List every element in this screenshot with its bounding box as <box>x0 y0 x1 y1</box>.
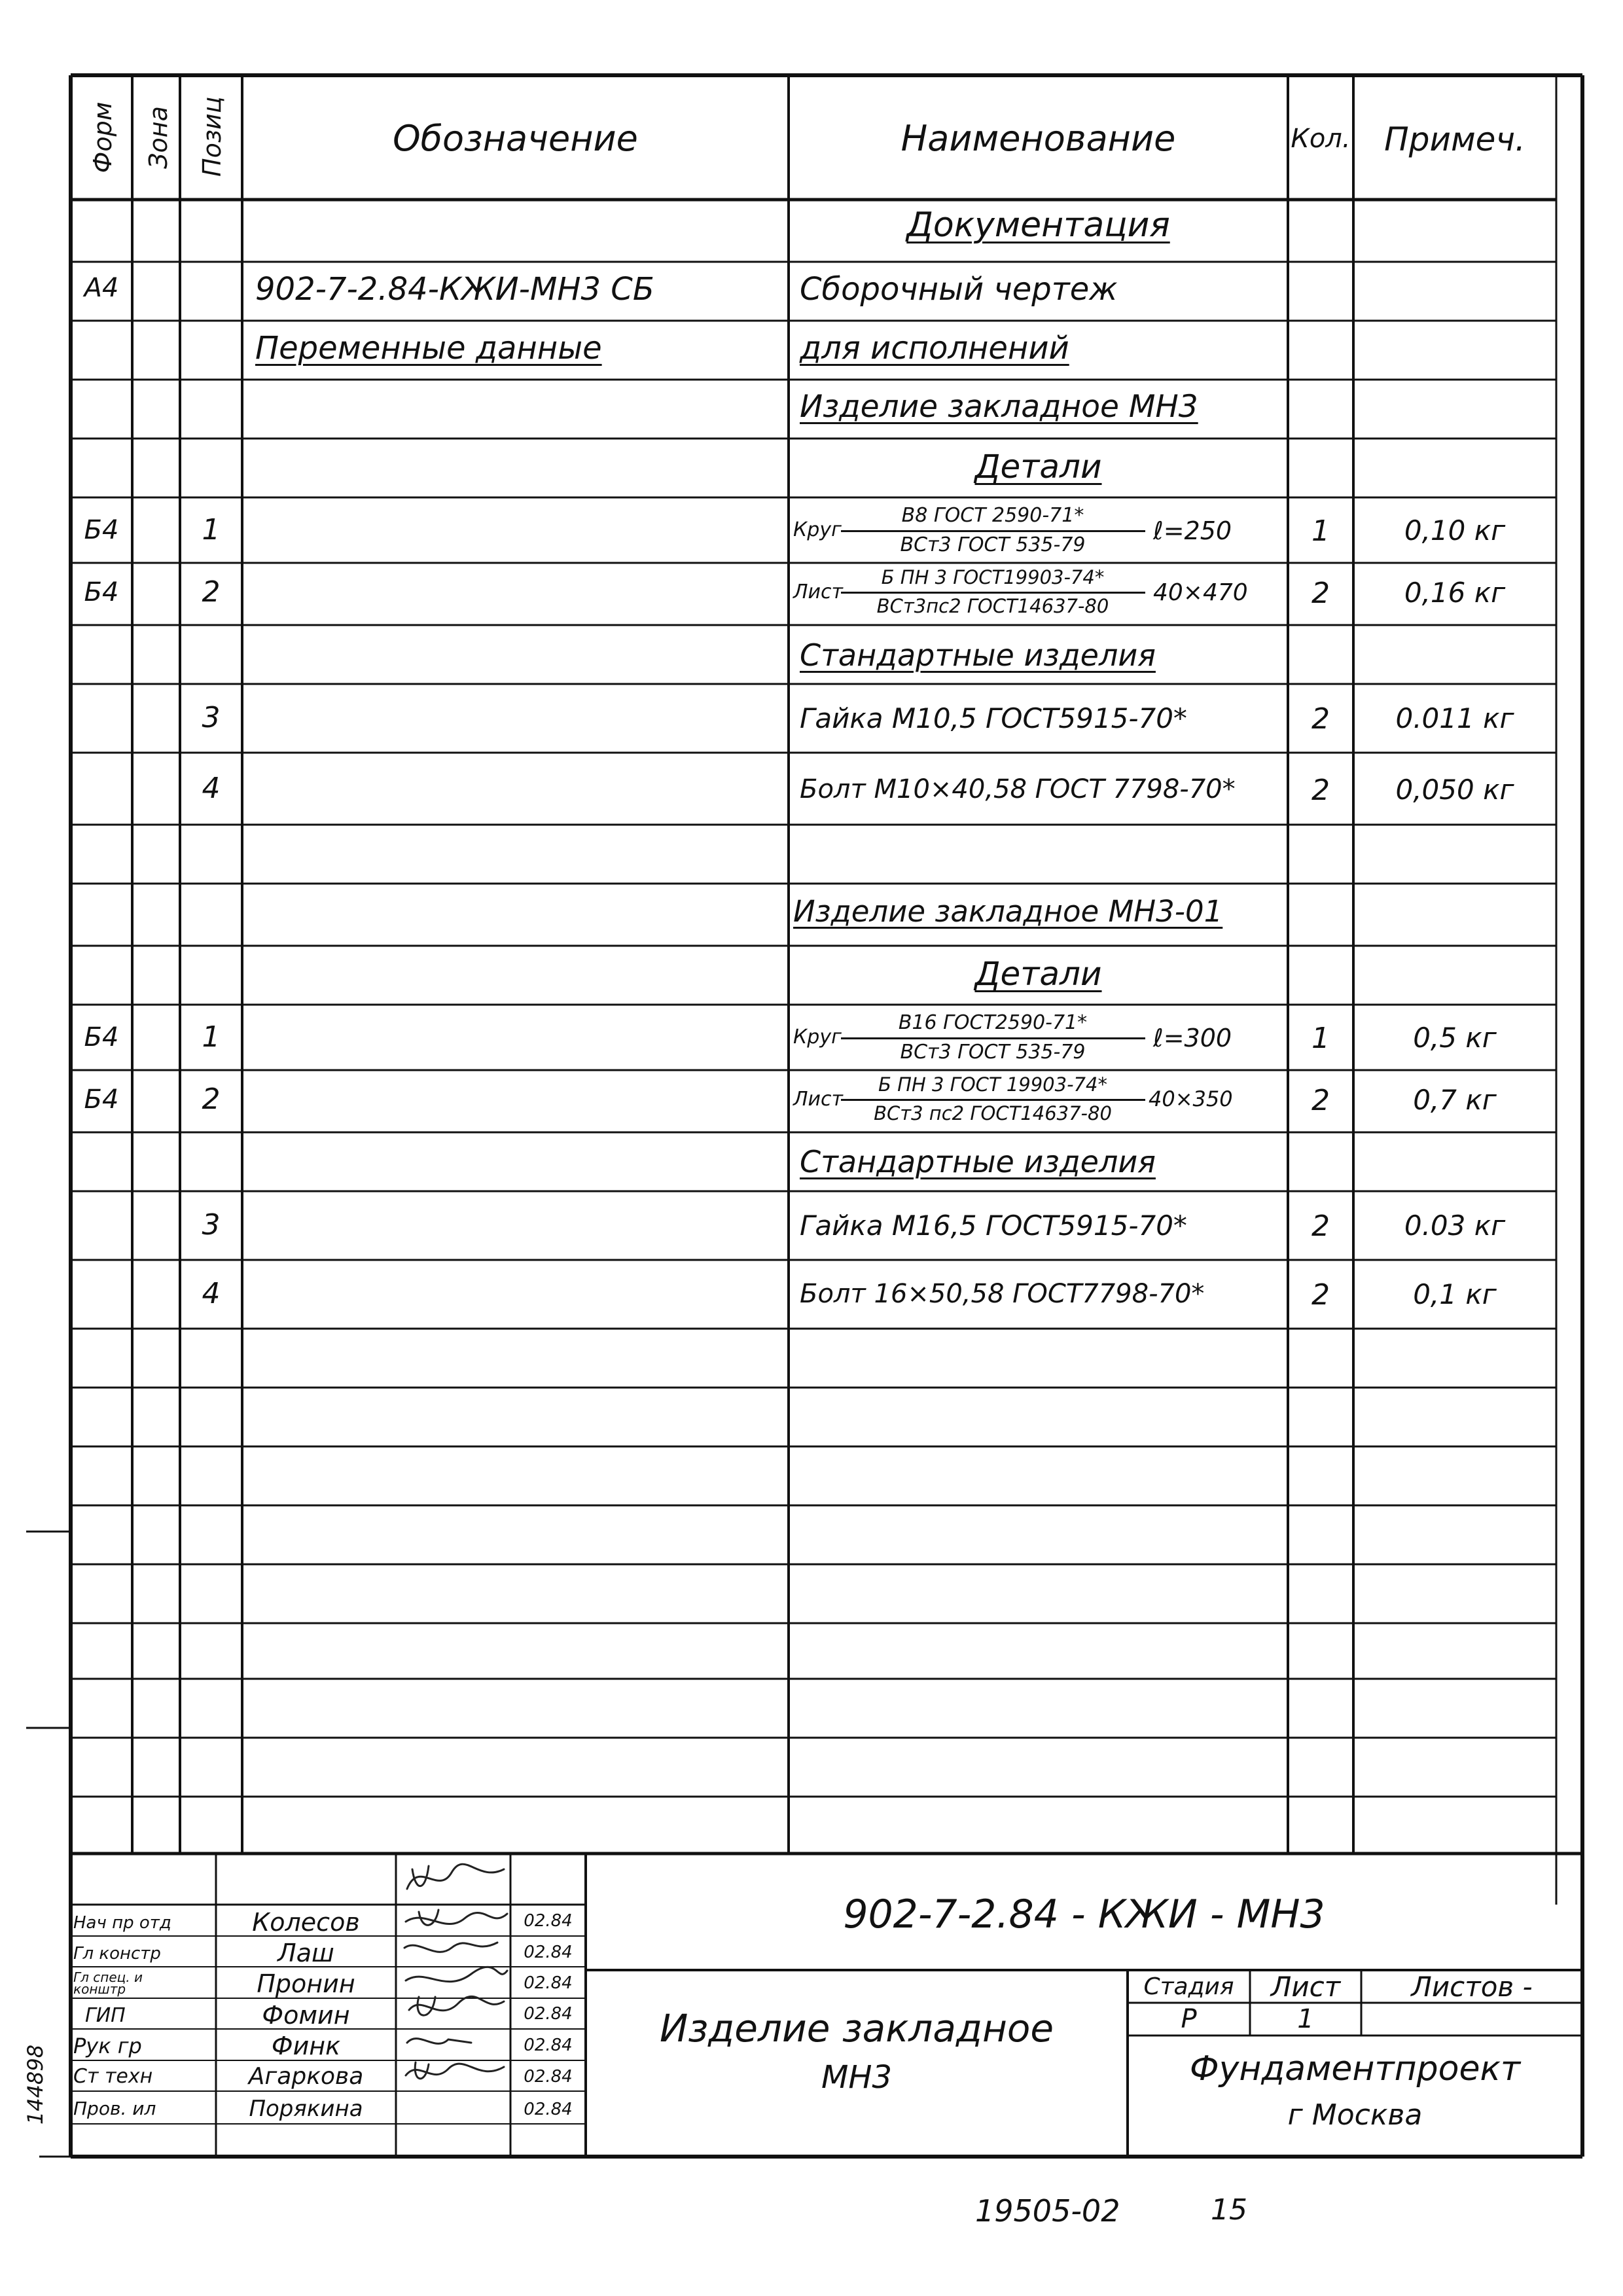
row-position: 2 <box>202 575 221 609</box>
section-standard-items: Стандартные изделия <box>800 1144 1156 1179</box>
staff-date: 02.84 <box>524 2004 573 2024</box>
signatures-image <box>399 1856 510 2157</box>
row-format: Б4 <box>84 515 119 545</box>
material-size: 40×470 <box>1153 579 1248 606</box>
row-note: 0.03 кг <box>1404 1210 1506 1242</box>
section-parts: Детали <box>974 955 1102 993</box>
material-grade: ВСт3 ГОСТ 535-79 <box>900 1041 1086 1064</box>
row-format: А4 <box>84 273 119 303</box>
staff-date: 02.84 <box>524 1911 573 1931</box>
section-parts: Детали <box>974 448 1102 486</box>
row-name: Болт 16×50,58 ГОСТ7798-70* <box>800 1279 1205 1309</box>
header-qty: Кол. <box>1291 124 1351 154</box>
row-note: 0.011 кг <box>1395 702 1514 734</box>
fraction-bar <box>841 1037 1145 1039</box>
organization-city: г Москва <box>1287 2098 1423 2132</box>
material-size: 40×350 <box>1149 1086 1233 1111</box>
row-note: 0,7 кг <box>1413 1084 1497 1116</box>
variable-data-label: Переменные данные <box>255 330 602 367</box>
row-position: 4 <box>202 1277 221 1310</box>
material-size: ℓ=250 <box>1153 516 1232 545</box>
sheets-label: Листов - <box>1411 1971 1533 2003</box>
staff-name: Финк <box>271 2032 341 2060</box>
row-qty: 2 <box>1311 702 1330 736</box>
staff-name: Порякина <box>249 2096 363 2122</box>
row-position: 1 <box>202 1020 221 1054</box>
row-qty: 1 <box>1311 1022 1330 1055</box>
stage-label: Стадия <box>1143 1973 1234 2000</box>
material-spec: Б ПН 3 ГОСТ19903-74* <box>881 566 1105 588</box>
staff-name: Агаркова <box>248 2063 364 2090</box>
staff-date: 02.84 <box>524 1943 573 1962</box>
staff-role: Гл констр <box>73 1944 161 1964</box>
section-standard-items: Стандартные изделия <box>800 637 1156 673</box>
row-qty: 2 <box>1311 1084 1330 1117</box>
row-note: 0,10 кг <box>1404 514 1506 547</box>
row-qty: 2 <box>1311 577 1330 610</box>
staff-role: ГИП <box>85 2004 126 2027</box>
row-position: 3 <box>202 1208 221 1242</box>
header-position: Позиц <box>198 96 226 177</box>
header-note: Примеч. <box>1384 120 1525 158</box>
staff-date: 02.84 <box>524 2036 573 2055</box>
staff-role: Ст техн <box>73 2065 153 2088</box>
title-name-line1: Изделие закладное <box>659 2006 1054 2051</box>
row-name: Гайка М10,5 ГОСТ5915-70* <box>800 702 1187 734</box>
margin-stamp: 144898 <box>23 2044 48 2125</box>
material-grade: ВСт3 пс2 ГОСТ14637-80 <box>874 1102 1112 1124</box>
staff-name: Пронин <box>257 1969 355 1998</box>
row-qty: 2 <box>1311 774 1330 807</box>
row-position: 2 <box>202 1083 221 1116</box>
title-name-line2: МН3 <box>821 2059 893 2096</box>
header-format: Форм <box>88 101 117 173</box>
fraction-bar <box>841 592 1145 594</box>
header-name: Наименование <box>901 118 1176 159</box>
fraction-bar <box>841 1099 1145 1101</box>
material-prefix: Лист <box>793 1088 844 1111</box>
staff-role: Рук гр <box>73 2034 142 2058</box>
row-name: Гайка М16,5 ГОСТ5915-70* <box>800 1210 1187 1242</box>
staff-name: Колесов <box>252 1908 360 1937</box>
fraction-bar <box>841 530 1145 532</box>
organization-name: Фундаментпроект <box>1189 2049 1521 2089</box>
staff-role: Нач пр отд <box>73 1913 171 1933</box>
staff-name: Фомин <box>262 2001 350 2030</box>
footer-number: 19505-02 <box>975 2193 1120 2229</box>
staff-name: Лаш <box>277 1939 334 1967</box>
row-position: 1 <box>202 513 221 547</box>
section-item-mn3-01: Изделие закладное МН3-01 <box>793 894 1223 929</box>
staff-date: 02.84 <box>524 1973 573 1993</box>
document-code: 902-7-2.84 - КЖИ - МН3 <box>843 1892 1325 1937</box>
material-spec: В16 ГОСТ2590-71* <box>898 1011 1088 1034</box>
row-qty: 2 <box>1311 1278 1330 1312</box>
section-item-mn3: Изделие закладное МН3 <box>800 389 1198 425</box>
sheet-label: Лист <box>1270 1971 1341 2003</box>
row-note: 0,16 кг <box>1404 577 1506 609</box>
material-spec: Б ПН 3 ГОСТ 19903-74* <box>878 1073 1107 1096</box>
row-note: 0,050 кг <box>1395 774 1514 806</box>
header-zone: Зона <box>144 106 173 169</box>
staff-role: Пров. ил <box>73 2098 156 2119</box>
material-spec: В8 ГОСТ 2590-71* <box>901 504 1084 527</box>
staff-date: 02.84 <box>524 2100 573 2119</box>
row-note: 0,5 кг <box>1413 1022 1497 1054</box>
row-name: Болт М10×40,58 ГОСТ 7798-70* <box>800 774 1236 804</box>
row-format: Б4 <box>84 577 119 607</box>
material-grade: ВСт3пс2 ГОСТ14637-80 <box>876 595 1109 617</box>
row-qty: 2 <box>1311 1210 1330 1243</box>
material-prefix: Круг <box>793 518 842 541</box>
stage-value: Р <box>1181 2004 1197 2034</box>
row-position: 3 <box>202 701 221 734</box>
assembly-drawing-designation: 902-7-2.84-КЖИ-МН3 СБ <box>255 271 654 308</box>
row-format: Б4 <box>84 1022 119 1052</box>
for-variants-label: для исполнений <box>800 330 1069 367</box>
row-position: 4 <box>202 772 221 805</box>
row-note: 0,1 кг <box>1413 1278 1497 1310</box>
material-prefix: Круг <box>793 1026 842 1049</box>
material-prefix: Лист <box>793 581 844 603</box>
sheet-value: 1 <box>1297 2004 1314 2034</box>
staff-date: 02.84 <box>524 2067 573 2087</box>
staff-role: Гл спец. и конштр <box>73 1969 143 1997</box>
assembly-drawing-name: Сборочный чертеж <box>800 271 1118 308</box>
footer-page: 15 <box>1211 2193 1247 2227</box>
header-designation: Обозначение <box>393 118 638 159</box>
row-qty: 1 <box>1311 514 1330 548</box>
material-size: ℓ=300 <box>1153 1024 1232 1052</box>
section-documentation: Документация <box>906 206 1170 245</box>
material-grade: ВСт3 ГОСТ 535-79 <box>900 533 1086 556</box>
row-format: Б4 <box>84 1085 119 1115</box>
